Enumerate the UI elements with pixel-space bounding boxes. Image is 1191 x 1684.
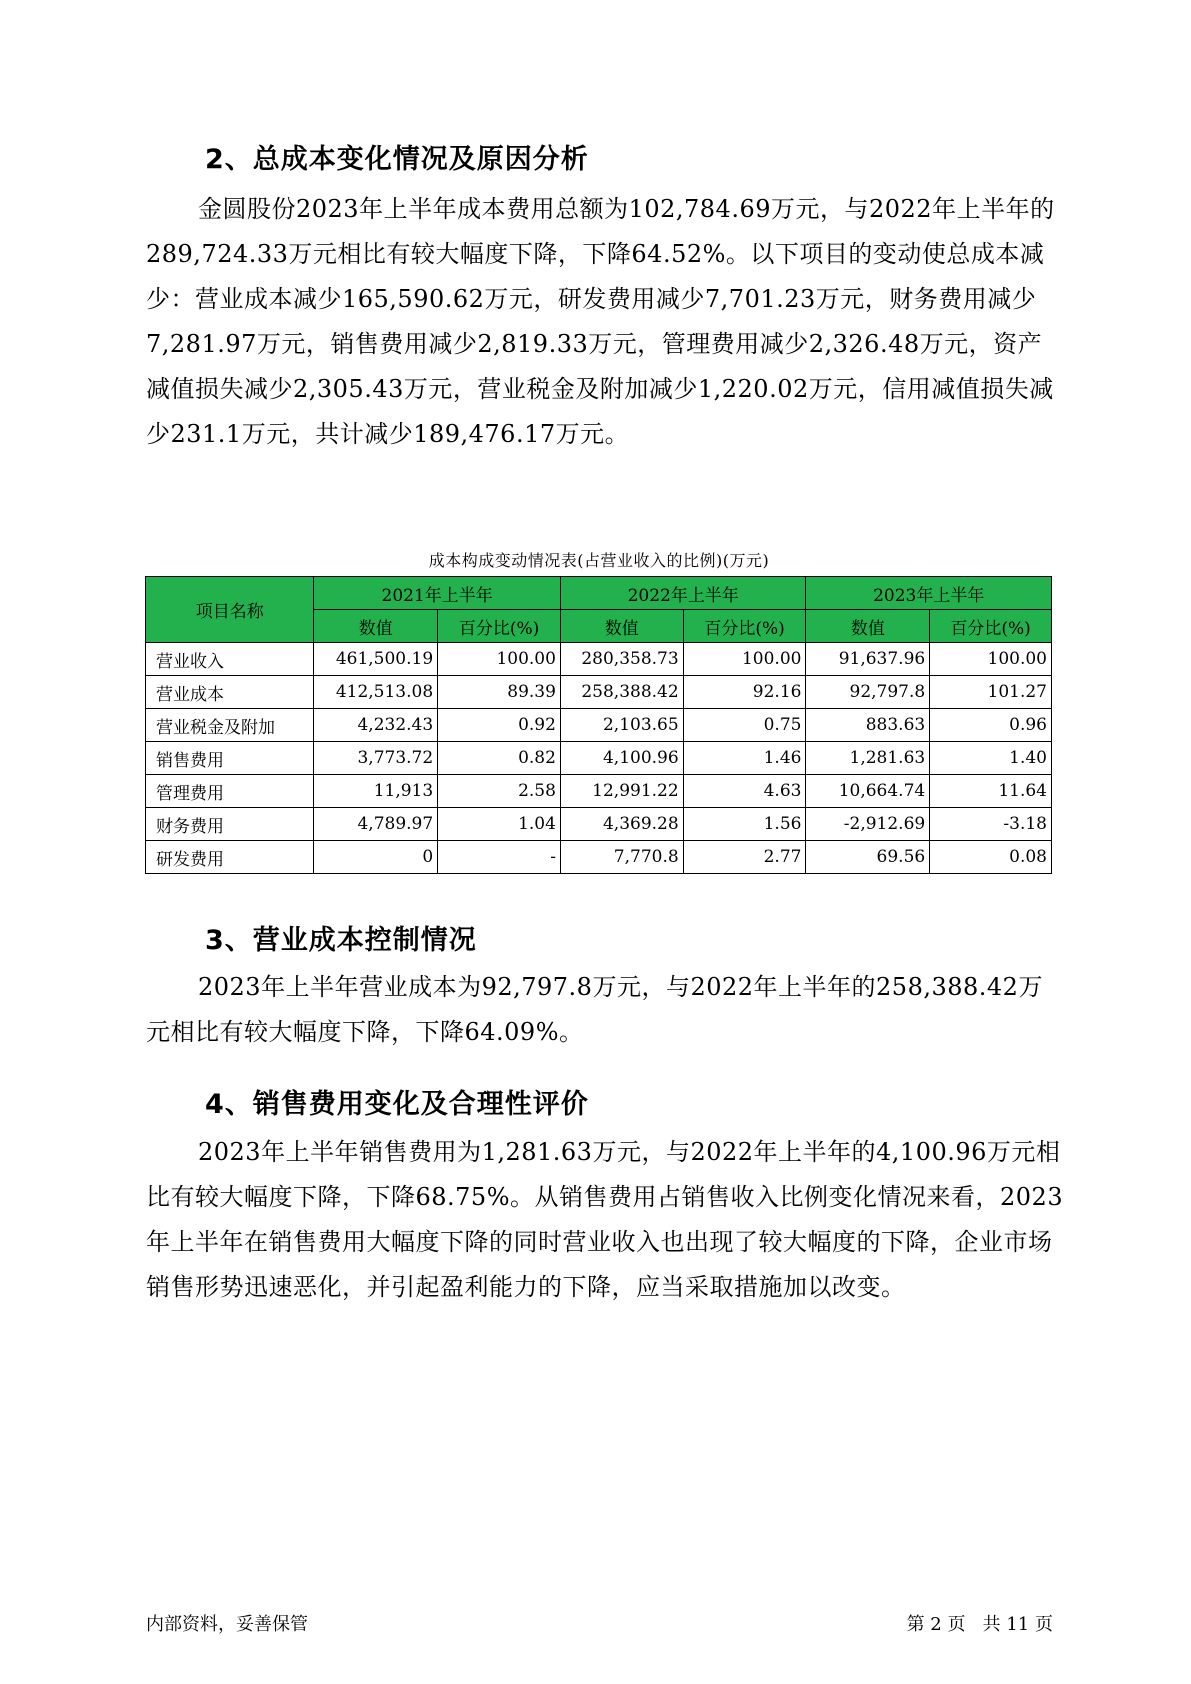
table-cell-value: 69.56	[806, 841, 930, 874]
table-cell-value: 12,991.22	[560, 775, 683, 808]
table-cell-item: 管理费用	[146, 775, 314, 808]
table-cell-value: -	[438, 841, 561, 874]
table-cell-value: 1.46	[683, 742, 806, 775]
table-caption: 成本构成变动情况表(占营业收入的比例)(万元)	[428, 551, 770, 570]
header-value: 数值	[806, 610, 930, 643]
table-cell-value: 10,664.74	[806, 775, 930, 808]
table-cell-item: 财务费用	[146, 808, 314, 841]
table-cell-value: 0.82	[438, 742, 561, 775]
table-cell-value: 2,103.65	[560, 709, 683, 742]
table-cell-value: 3,773.72	[314, 742, 438, 775]
table-cell-item: 研发费用	[146, 841, 314, 874]
table-cell-value: 4,100.96	[560, 742, 683, 775]
table-cell-value: 2.58	[438, 775, 561, 808]
table-row	[146, 742, 1052, 775]
table-cell-value: 4,789.97	[314, 808, 438, 841]
table-cell-item: 销售费用	[146, 742, 314, 775]
table-cell-value: 1,281.63	[806, 742, 930, 775]
table-row	[146, 808, 1052, 841]
table-cell-value: 11.64	[930, 775, 1052, 808]
table-header-row-periods	[146, 577, 1052, 610]
table-cell-value: 0.92	[438, 709, 561, 742]
table-cell-value: 4.63	[683, 775, 806, 808]
table-cell-value: 280,358.73	[560, 643, 683, 676]
cost-structure-table	[145, 576, 1052, 874]
paragraph-total-cost: 金圆股份2023年上半年成本费用总额为102,784.69万元，与2022年上半年的289,724.33万元相比有较大幅度下降，下降64.52%。以下项目的变动使总成本减少：营业成本减少165,590.62万元，研发费用减少7,701.23万元，财务费用减少7,281.97万元，销售费用减少2,819.33万元，管理费用减少2,326.48万元，资产减值损失减少2,305.43万元，营业税金及附加减少1,220.02万元，信用减值损失减少231.1万元，共计减少189,476.17万元。	[146, 195, 1055, 448]
header-period-2022: 2022年上半年	[560, 577, 806, 610]
table-cell-value: 91,637.96	[806, 643, 930, 676]
table-row	[146, 775, 1052, 808]
table-row	[146, 841, 1052, 874]
table-cell-value: 0	[314, 841, 438, 874]
header-value: 数值	[314, 610, 438, 643]
table-cell-value: 0.96	[930, 709, 1052, 742]
table-cell-value: 11,913	[314, 775, 438, 808]
table-row	[146, 643, 1052, 676]
table-cell-value: -2,912.69	[806, 808, 930, 841]
header-percent: 百分比(%)	[438, 610, 561, 643]
table-cell-value: 461,500.19	[314, 643, 438, 676]
table-cell-value: 100.00	[683, 643, 806, 676]
table-cell-value: 1.40	[930, 742, 1052, 775]
table-cell-value: -3.18	[930, 808, 1052, 841]
table-cell-value: 100.00	[438, 643, 561, 676]
header-item-name: 项目名称	[146, 577, 314, 643]
table-cell-value: 7,770.8	[560, 841, 683, 874]
paragraph-operating-cost: 2023年上半年营业成本为92,797.8万元，与2022年上半年的258,388.42万元相比有较大幅度下降，下降64.09%。	[146, 973, 1043, 1046]
header-value: 数值	[560, 610, 683, 643]
paragraph-sales-expense: 2023年上半年销售费用为1,281.63万元，与2022年上半年的4,100.96万元相比有较大幅度下降，下降68.75%。从销售费用占销售收入比例变化情况来看，2023年上半年在销售费用大幅度下降的同时营业收入也出现了较大幅度的下降，企业市场销售形势迅速恶化，并引起盈利能力的下降，应当采取措施加以改变。	[146, 1138, 1064, 1301]
table-cell-item: 营业税金及附加	[146, 709, 314, 742]
section-heading-total-cost: 2、总成本变化情况及原因分析	[205, 144, 589, 175]
table-cell-value: 4,369.28	[560, 808, 683, 841]
table-cell-value: 1.56	[683, 808, 806, 841]
table-cell-value: 2.77	[683, 841, 806, 874]
table-cell-value: 100.00	[930, 643, 1052, 676]
header-percent: 百分比(%)	[683, 610, 806, 643]
footer-page-number: 第 2 页 共 11 页	[906, 1614, 1053, 1635]
section-heading-operating-cost: 3、营业成本控制情况	[205, 925, 477, 956]
table-cell-value: 89.39	[438, 676, 561, 709]
table-cell-value: 412,513.08	[314, 676, 438, 709]
footer-confidential-note: 内部资料，妥善保管	[146, 1614, 308, 1635]
table-cell-value: 883.63	[806, 709, 930, 742]
table-cell-value: 0.75	[683, 709, 806, 742]
table-cell-value: 258,388.42	[560, 676, 683, 709]
table-cell-value: 0.08	[930, 841, 1052, 874]
table-cell-value: 4,232.43	[314, 709, 438, 742]
table-cell-value: 92.16	[683, 676, 806, 709]
header-period-2021: 2021年上半年	[314, 577, 561, 610]
table-row	[146, 676, 1052, 709]
table-cell-value: 1.04	[438, 808, 561, 841]
table-body	[146, 643, 1052, 874]
header-percent: 百分比(%)	[930, 610, 1052, 643]
table-cell-item: 营业收入	[146, 643, 314, 676]
table-cell-item: 营业成本	[146, 676, 314, 709]
table-row	[146, 709, 1052, 742]
section-heading-sales-expense: 4、销售费用变化及合理性评价	[205, 1089, 589, 1120]
table-cell-value: 92,797.8	[806, 676, 930, 709]
header-period-2023: 2023年上半年	[806, 577, 1052, 610]
table-cell-value: 101.27	[930, 676, 1052, 709]
